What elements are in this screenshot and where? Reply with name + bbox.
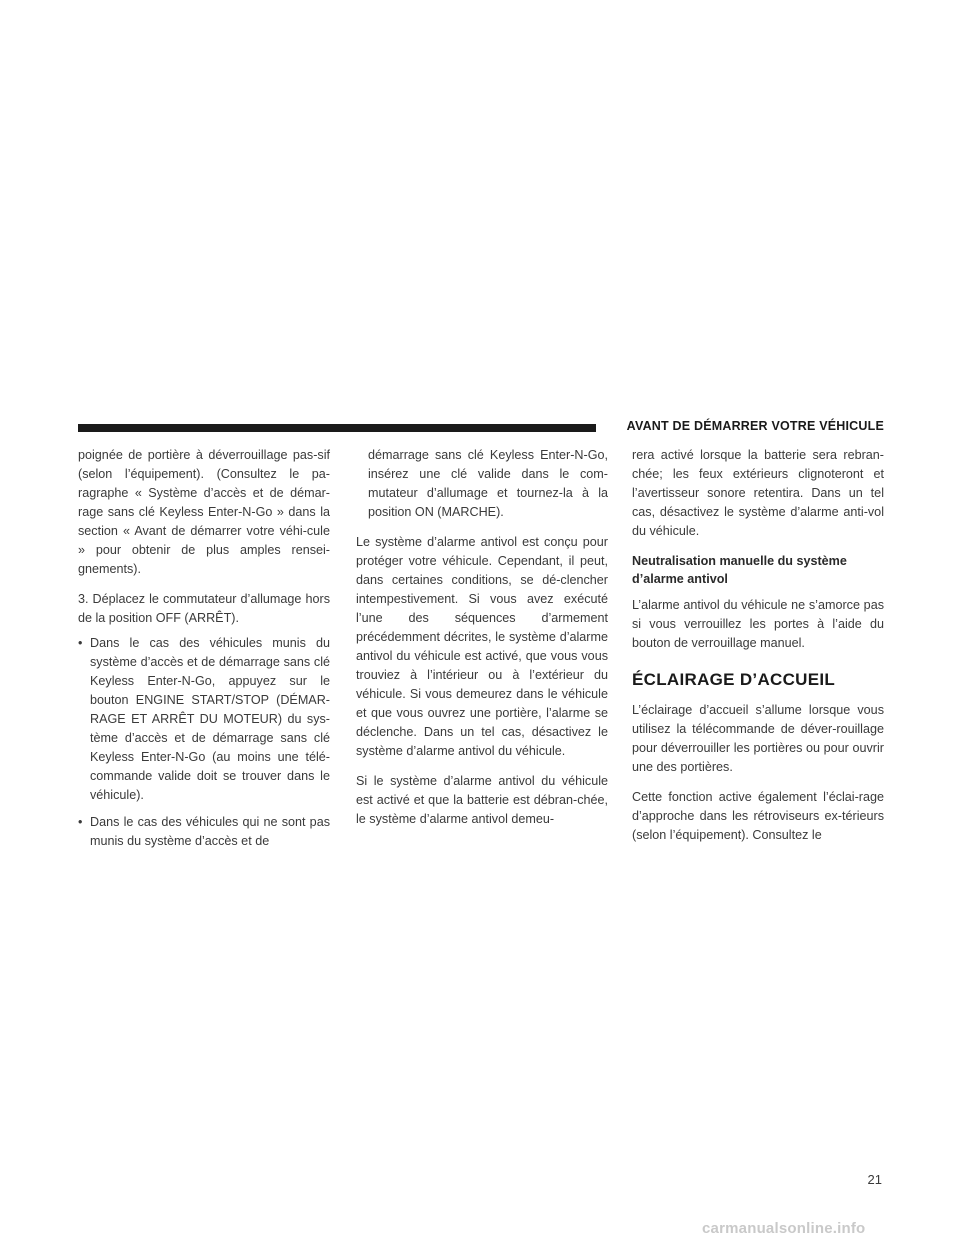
section-title: AVANT DE DÉMARRER VOTRE VÉHICULE — [626, 419, 884, 433]
paragraph: Cette fonction active également l’éclai-rage d’approche dans les rétroviseurs ex-térieurs (selon l’équipement). Consultez le — [632, 790, 884, 842]
page-number: 21 — [867, 1172, 882, 1187]
bullet-item — [78, 813, 330, 851]
paragraph: poignée de portière à déverrouillage pas-sif (selon l’équipement). (Consultez le pa-ragraphe « Système d’accès et de démar-rage sans clé Keyless Enter-N-Go » dans la section « Avant de démarrer votre véhi-cule » pour obtenir de plus amples rensei-gnements). — [78, 448, 330, 576]
paragraph: Si le système d’alarme antivol du véhicule est activé et que la batterie est débran-chée, le système d’alarme antivol demeu- — [356, 774, 608, 826]
column-2 — [356, 446, 608, 840]
bullet-icon: • — [78, 636, 83, 650]
bullet-icon: • — [78, 815, 83, 829]
watermark: carmanualsonline.info — [702, 1220, 866, 1237]
header-rule — [78, 424, 596, 432]
column-1 — [78, 446, 330, 859]
bullet-text: Dans le cas des véhicules qui ne sont pas munis du système d’accès et de — [90, 815, 330, 848]
paragraph: L’alarme antivol du véhicule ne s’amorce pas si vous verrouillez les portes à l’aide du bouton de verrouillage manuel. — [632, 598, 884, 650]
paragraph: 3. Déplacez le commutateur d’allumage hors de la position OFF (ARRÊT). — [78, 592, 330, 625]
bullet-text: Dans le cas des véhicules munis du système d’accès et de démarrage sans clé Keyless Enter-N-Go, appuyez sur le bouton ENGINE START/STOP (DÉMAR-RAGE ET ARRÊT DU MOTEUR) du sys-tème d’accès et de démarrage sans clé Keyless Enter-N-Go (au moins une télé-commande valide doit se trouver dans le véhicule). — [90, 636, 330, 802]
bullet-item — [78, 634, 330, 805]
column-3 — [632, 446, 884, 856]
subheading: Neutralisation manuelle du système d’alarme antivol — [632, 554, 847, 586]
section-heading: ÉCLAIRAGE D’ACCUEIL — [632, 670, 836, 689]
paragraph: rera activé lorsque la batterie sera rebran-chée; les feux extérieurs clignoteront et l’avertisseur sonore retentira. Dans un tel cas, désactivez le système d’alarme anti-vol du véhicule. — [632, 448, 884, 538]
bullet-continuation: démarrage sans clé Keyless Enter-N-Go, insérez une clé valide dans le com-mutateur d’allumage et tournez-la à la position ON (MARCHE). — [368, 448, 608, 519]
paragraph: Le système d’alarme antivol est conçu pour protéger votre véhicule. Cependant, il peut, dans certaines conditions, se dé-clencher intempestivement. Si vous avez exécuté l’une des séquences d’armement précédemment décrites, le système d’alarme antivol du véhicule est activé, que vous vous trouviez à l’intérieur ou à l’extérieur du véhicule. Si vous demeurez dans le véhicule et que vous ouvrez une portière, l’alarme se déclenche. Dans un tel cas, désactivez le système d’alarme antivol du véhicule. — [356, 535, 608, 758]
paragraph: L’éclairage d’accueil s’allume lorsque vous utilisez la télécommande de déver-rouillage pour déverrouiller les portières ou pour ouvrir une des portières. — [632, 703, 884, 774]
